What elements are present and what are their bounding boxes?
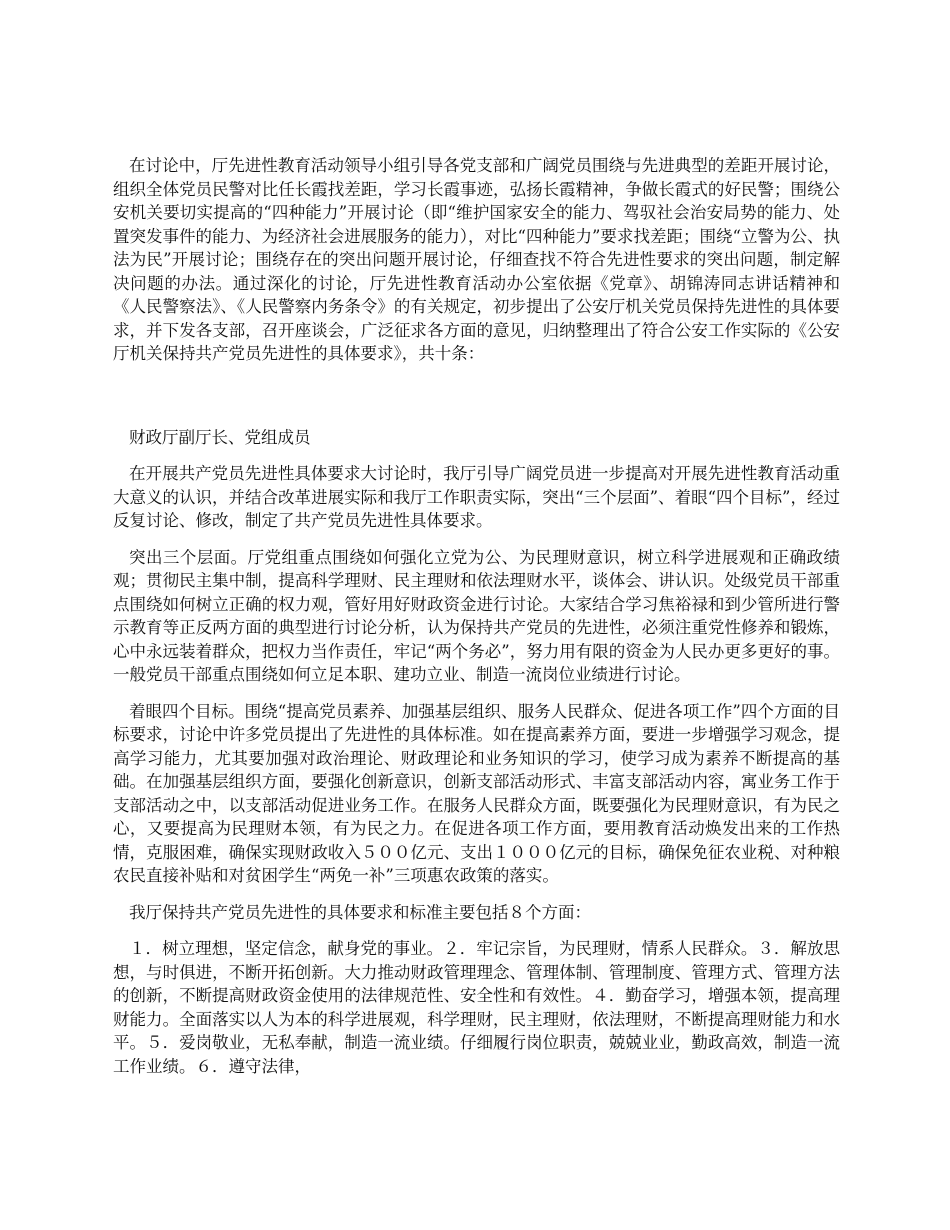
paragraph-eight-aspects-intro: 我厅保持共产党员先进性的具体要求和标准主要包括８个方面： [129,902,591,922]
document-body [113,154,840,1091]
paragraph-discussion-intro: 在讨论中，厅先进性教育活动领导小组引导各党支部和广阔党员围绕与先进典型的差距开展讨论，组织全体党员民警对比任长霞找差距，学习长霞事迹，弘扬长霞精神，争做长霞式的好民警；围绕公安机关要切实提高的“四种能力”开展讨论（即“维护国家安全的能力、驾驭社会治安局势的能力、处置突发事件的能力、为经济社会进展服务的能力），对比“四种能力”要求找差距；围绕“立警为公、执法为民”开展讨论；围绕存在的突出问题开展讨论，仔细查找不符合先进性要求的突出问题，制定解决问题的办法。通过深化的讨论，厅先进性教育活动办公室依据《党章》、胡锦涛同志讲话精神和《人民警察法》、《人民警察内务条令》的有关规定，初步提出了公安厅机关党员保持先进性的具体要求，并下发各支部，召开座谈会，广泛征求各方面的意见，归纳整理出了符合公安工作实际的《公安厅机关保持共产党员先进性的具体要求》，共十条： [113,156,840,363]
paragraph-four-goals: 着眼四个目标。围绕“提高党员素养、加强基层组织、服务人民群众、促进各项工作”四个方面的目标要求，讨论中许多党员提出了先进性的具体标准。如在提高素养方面，要进一步增强学习观念，提高学习能力，尤其要加强对政治理论、财政理论和业务知识的学习，使学习成为素养不断提高的基础。在加强基层组织方面，要强化创新意识，创新支部活动形式、丰富支部活动内容，寓业务工作于支部活动之中，以支部活动促进业务工作。在服务人民群众方面，既要强化为民理财意识，有为民之心，又要提高为民理财本领，有为民之力。在促进各项工作方面，要用教育活动焕发出来的工作热情，克服困难，确保实现财政收入５００亿元、支出１０００亿元的目标，确保免征农业税、对种粮农民直接补贴和对贫困学生“两免一补”三项惠农政策的落实。 [113,701,840,885]
section-spacer [113,379,840,426]
paragraph-eight-aspects-list: １．树立理想，坚定信念，献身党的事业。２．牢记宗旨，为民理财，情系人民群众。３．解放思想，与时俱进，不断开拓创新。大力推动财政管理理念、管理体制、管理制度、管理方式、管理方法的创新，不断提高财政资金使用的法律规范性、安全性和有效性。４．勤奋学习，增强本领，提高理财能力。全面落实以人为本的科学进展观，科学理财，民主理财，依法理财，不断提高理财能力和水平。５．爱岗敬业，无私奉献，制造一流业绩。仔细履行岗位职责，兢兢业业，勤政高效，制造一流工作业绩。６．遵守法律， [113,939,840,1076]
section-heading-author: 财政厅副厅长、党组成员 [129,427,311,447]
paragraph-three-levels: 突出三个层面。厅党组重点围绕如何强化立党为公、为民理财意识，树立科学进展观和正确政绩观；贯彻民主集中制，提高科学理财、民主理财和依法理财水平，谈体会、讲认识。处级党员干部重点围绕如何树立正确的权力观，管好用好财政资金进行讨论。大家结合学习焦裕禄和到少管所进行警示教育等正反两方面的典型进行讨论分析，认为保持共产党员的先进性，必须注重党性修养和锻炼，心中永远装着群众，把权力当作责任，牢记“两个务必”，努力用有限的资金为人民办更多更好的事。一般党员干部重点围绕如何立足本职、建功立业、制造一流岗位业绩进行讨论。 [113,547,840,684]
paragraph-requirements-intro: 在开展共产党员先进性具体要求大讨论时，我厅引导广阔党员进一步提高对开展先进性教育活动重大意义的认识，并结合改革进展实际和我厅工作职责实际，突出“三个层面”、着眼“四个目标”，经过反复讨论、修改，制定了共产党员先进性具体要求。 [113,464,840,530]
